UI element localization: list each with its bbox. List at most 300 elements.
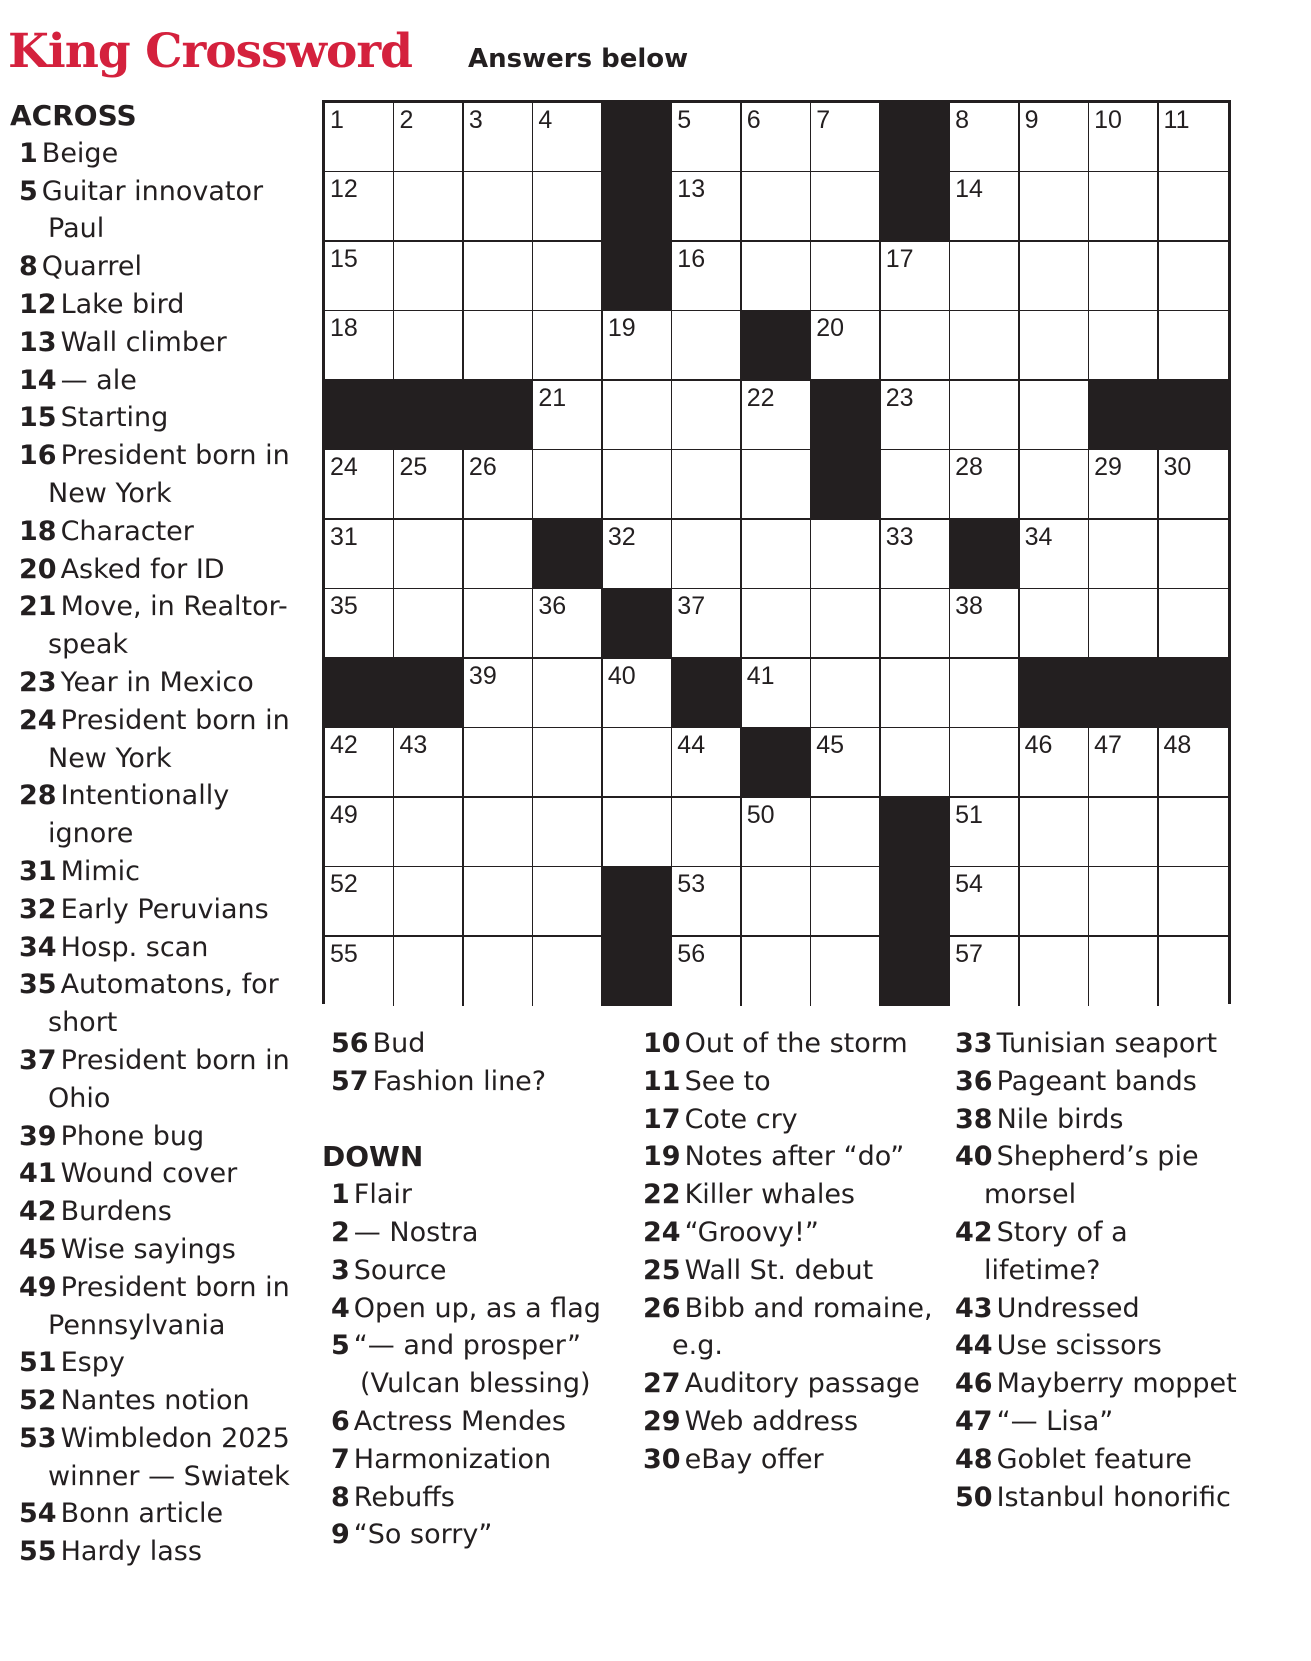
- clue[interactable]: [322, 1025, 622, 1063]
- grid-cell[interactable]: [672, 937, 742, 1007]
- grid-cell[interactable]: [950, 242, 1020, 312]
- black-square: [811, 450, 881, 520]
- black-square: [603, 103, 673, 173]
- grid-cell[interactable]: [811, 659, 881, 729]
- cell-number: 31: [330, 522, 358, 551]
- grid-cell[interactable]: [325, 589, 395, 659]
- grid-cell[interactable]: [1020, 589, 1090, 659]
- grid-cell[interactable]: [1159, 450, 1229, 520]
- grid-cell[interactable]: [950, 172, 1020, 242]
- clue-number: 56: [331, 1028, 369, 1059]
- grid-cell[interactable]: [672, 589, 742, 659]
- grid-cell[interactable]: [881, 728, 951, 798]
- clue[interactable]: [10, 1193, 300, 1231]
- clue-number: 23: [19, 666, 57, 698]
- clue[interactable]: [10, 664, 300, 702]
- grid-cell[interactable]: [394, 798, 464, 868]
- grid-cell[interactable]: [950, 450, 1020, 520]
- clue-text: Fashion line?: [372, 1065, 547, 1097]
- black-square: [950, 520, 1020, 590]
- clue[interactable]: [634, 1138, 934, 1176]
- clue-number: 50: [955, 1481, 993, 1513]
- grid-cell[interactable]: [1020, 520, 1090, 590]
- clue[interactable]: [634, 1025, 934, 1063]
- grid-cell[interactable]: [464, 867, 534, 937]
- grid-cell[interactable]: [950, 798, 1020, 868]
- grid-cell[interactable]: [394, 450, 464, 520]
- grid-cell[interactable]: [1020, 728, 1090, 798]
- clue-text: Harmonization: [353, 1443, 552, 1475]
- grid-cell[interactable]: [1089, 103, 1159, 173]
- grid-cell[interactable]: [1020, 867, 1090, 937]
- grid-cell[interactable]: [533, 867, 603, 937]
- grid-cell[interactable]: [1159, 242, 1229, 312]
- clue-number: 2: [331, 1216, 350, 1248]
- grid-cell[interactable]: [742, 520, 812, 590]
- black-square: [1159, 659, 1229, 729]
- clue-text: Actress Mendes: [353, 1405, 566, 1437]
- cell-number: 16: [677, 244, 706, 273]
- grid-cell[interactable]: [672, 450, 742, 520]
- grid-cell[interactable]: [950, 728, 1020, 798]
- clue-text: Wound cover: [60, 1158, 238, 1190]
- down-clue-list-2: [634, 1025, 934, 1479]
- clue[interactable]: [10, 1231, 300, 1269]
- cell-number: 32: [607, 522, 636, 551]
- grid-cell[interactable]: [1020, 450, 1090, 520]
- clue[interactable]: [10, 966, 300, 1042]
- clue-number: 38: [955, 1103, 993, 1135]
- clue[interactable]: [634, 1176, 934, 1214]
- black-square: [325, 381, 395, 451]
- clue[interactable]: [10, 324, 300, 362]
- grid-cell[interactable]: [742, 450, 812, 520]
- clue[interactable]: [322, 1479, 622, 1517]
- grid-cell[interactable]: [603, 311, 673, 381]
- grid-cell[interactable]: [881, 450, 951, 520]
- grid-cell[interactable]: [603, 520, 673, 590]
- grid-cell[interactable]: [325, 103, 395, 173]
- clue-number: 25: [643, 1254, 681, 1286]
- clue[interactable]: [634, 1214, 934, 1252]
- clue[interactable]: [946, 1101, 1246, 1139]
- grid-cell[interactable]: [394, 520, 464, 590]
- clue[interactable]: [946, 1138, 1246, 1214]
- grid-cell[interactable]: [1159, 937, 1229, 1007]
- clue[interactable]: [322, 1290, 622, 1328]
- grid-cell[interactable]: [1089, 867, 1159, 937]
- grid-cell[interactable]: [742, 589, 812, 659]
- grid-cell[interactable]: [950, 867, 1020, 937]
- grid-cell[interactable]: [811, 103, 881, 173]
- clue[interactable]: [946, 1403, 1246, 1441]
- black-square: [1089, 381, 1159, 451]
- grid-cell[interactable]: [811, 728, 881, 798]
- grid-cell[interactable]: [811, 589, 881, 659]
- clue[interactable]: [10, 551, 300, 589]
- clue-text: Bud: [372, 1028, 426, 1059]
- grid-cell[interactable]: [1089, 520, 1159, 590]
- grid-cell[interactable]: [603, 728, 673, 798]
- clue-text: Bibb and romaine, e.g.: [672, 1292, 933, 1362]
- grid-cell[interactable]: [533, 798, 603, 868]
- clue[interactable]: [946, 1327, 1246, 1365]
- clue[interactable]: [322, 1516, 622, 1554]
- clue-number: 9: [331, 1519, 350, 1551]
- black-square: [742, 728, 812, 798]
- grid-cell[interactable]: [1089, 450, 1159, 520]
- grid-cell[interactable]: [1159, 311, 1229, 381]
- clue[interactable]: [634, 1101, 934, 1139]
- clue-text: “Groovy!”: [684, 1216, 819, 1248]
- grid-cell[interactable]: [464, 659, 534, 729]
- grid-cell[interactable]: [811, 520, 881, 590]
- clue[interactable]: [10, 1533, 300, 1571]
- clue[interactable]: [322, 1063, 622, 1101]
- clue-number: 5: [19, 175, 38, 207]
- cell-number: 4: [538, 106, 553, 134]
- grid-cell[interactable]: [950, 311, 1020, 381]
- clue[interactable]: [10, 929, 300, 967]
- cell-number: 11: [1163, 106, 1190, 134]
- grid-cell[interactable]: [1020, 311, 1090, 381]
- grid-cell[interactable]: [394, 589, 464, 659]
- clue-number: 1: [331, 1179, 350, 1211]
- grid-cell[interactable]: [1159, 172, 1229, 242]
- cell-number: 53: [677, 870, 706, 899]
- clue[interactable]: [10, 777, 300, 853]
- clue[interactable]: [634, 1441, 934, 1479]
- grid-cell[interactable]: [742, 867, 812, 937]
- grid-cell[interactable]: [464, 242, 534, 312]
- clue-text: Beige: [41, 137, 119, 169]
- grid-cell[interactable]: [464, 728, 534, 798]
- grid-cell[interactable]: [325, 798, 395, 868]
- grid-cell[interactable]: [464, 520, 534, 590]
- grid-cell[interactable]: [603, 798, 673, 868]
- grid-cell[interactable]: [950, 937, 1020, 1007]
- clue-number: 46: [955, 1368, 993, 1400]
- grid-cell[interactable]: [672, 311, 742, 381]
- grid-cell[interactable]: [950, 589, 1020, 659]
- clue-text: Espy: [60, 1347, 125, 1379]
- grid-cell[interactable]: [533, 311, 603, 381]
- clue[interactable]: [322, 1403, 622, 1441]
- cell-number: 5: [677, 106, 692, 134]
- grid-cell[interactable]: [742, 381, 812, 451]
- grid-cell[interactable]: [881, 381, 951, 451]
- clue-text: Asked for ID: [60, 553, 225, 585]
- grid-cell[interactable]: [325, 937, 395, 1007]
- grid-cell[interactable]: [811, 867, 881, 937]
- grid-cell[interactable]: [881, 520, 951, 590]
- grid-cell[interactable]: [533, 450, 603, 520]
- clue-text: Nantes notion: [60, 1385, 250, 1417]
- grid-cell[interactable]: [811, 172, 881, 242]
- clue-number: 16: [19, 440, 57, 472]
- grid-cell[interactable]: [742, 937, 812, 1007]
- grid-cell[interactable]: [394, 937, 464, 1007]
- grid-cell[interactable]: [1020, 381, 1090, 451]
- clue[interactable]: [322, 1176, 622, 1214]
- grid-cell[interactable]: [464, 172, 534, 242]
- grid-cell[interactable]: [1020, 798, 1090, 868]
- cell-number: 54: [955, 870, 983, 899]
- grid-cell[interactable]: [1089, 937, 1159, 1007]
- grid-cell[interactable]: [464, 311, 534, 381]
- clue[interactable]: [10, 173, 300, 249]
- grid-cell[interactable]: [325, 728, 395, 798]
- grid-cell[interactable]: [672, 520, 742, 590]
- clue-number: 43: [955, 1292, 993, 1324]
- grid-cell[interactable]: [672, 103, 742, 173]
- clue[interactable]: [10, 362, 300, 400]
- clue[interactable]: [10, 853, 300, 891]
- grid-cell[interactable]: [464, 103, 534, 173]
- grid-cell[interactable]: [881, 589, 951, 659]
- clue[interactable]: [10, 399, 300, 437]
- cell-number: 9: [1024, 106, 1039, 134]
- clue[interactable]: [634, 1063, 934, 1101]
- clue-number: 5: [331, 1330, 350, 1362]
- grid-cell[interactable]: [1089, 798, 1159, 868]
- black-square: [603, 172, 673, 242]
- grid-cell[interactable]: [950, 103, 1020, 173]
- black-square: [881, 867, 951, 937]
- grid-cell[interactable]: [533, 728, 603, 798]
- grid-cell[interactable]: [394, 172, 464, 242]
- cell-number: 12: [330, 175, 358, 204]
- grid-cell[interactable]: [672, 798, 742, 868]
- grid-cell[interactable]: [464, 589, 534, 659]
- clue-text: Lake bird: [60, 288, 185, 320]
- black-square: [881, 172, 951, 242]
- clue[interactable]: [10, 1382, 300, 1420]
- grid-cell[interactable]: [533, 242, 603, 312]
- cell-number: 48: [1163, 731, 1192, 760]
- clue-number: 20: [19, 553, 57, 585]
- grid-cell[interactable]: [742, 242, 812, 312]
- grid-cell[interactable]: [881, 311, 951, 381]
- clue-text: Rebuffs: [353, 1481, 455, 1513]
- clue-number: 57: [331, 1065, 369, 1097]
- grid-cell[interactable]: [1159, 728, 1229, 798]
- down-column-3: [946, 1025, 1246, 1516]
- clue[interactable]: [322, 1214, 622, 1252]
- grid-cell[interactable]: [811, 311, 881, 381]
- clue-number: 36: [955, 1065, 993, 1097]
- black-square: [325, 659, 395, 729]
- grid-cell[interactable]: [1089, 242, 1159, 312]
- grid-cell[interactable]: [742, 103, 812, 173]
- clue[interactable]: [10, 437, 300, 513]
- grid-cell[interactable]: [325, 867, 395, 937]
- cell-number: 50: [746, 800, 775, 829]
- cell-number: 30: [1163, 453, 1192, 482]
- grid-cell[interactable]: [464, 450, 534, 520]
- grid-cell[interactable]: [1089, 728, 1159, 798]
- cell-number: 40: [607, 661, 636, 690]
- grid-cell[interactable]: [325, 450, 395, 520]
- grid-cell[interactable]: [1020, 242, 1090, 312]
- grid-cell[interactable]: [533, 103, 603, 173]
- clue-text: President born in Pennsylvania: [48, 1271, 290, 1341]
- cell-number: 26: [468, 453, 497, 482]
- cell-number: 21: [538, 383, 567, 412]
- clue-text: Early Peruvians: [60, 893, 269, 925]
- clue[interactable]: [634, 1365, 934, 1403]
- grid-cell[interactable]: [672, 242, 742, 312]
- grid-cell[interactable]: [394, 242, 464, 312]
- clue[interactable]: [946, 1441, 1246, 1479]
- grid-cell[interactable]: [533, 381, 603, 451]
- cell-number: 42: [330, 731, 358, 760]
- clue[interactable]: [10, 702, 300, 778]
- clue[interactable]: [10, 1042, 300, 1118]
- clue-number: 10: [643, 1028, 681, 1059]
- clue[interactable]: [10, 513, 300, 551]
- black-square: [533, 520, 603, 590]
- grid-cell[interactable]: [811, 937, 881, 1007]
- clue-text: Year in Mexico: [60, 666, 254, 698]
- cell-number: 51: [955, 800, 983, 829]
- across-heading: ACROSS: [10, 99, 137, 132]
- grid-cell[interactable]: [603, 659, 673, 729]
- black-square: [464, 381, 534, 451]
- clue-text: Bonn article: [60, 1498, 224, 1530]
- clue[interactable]: [322, 1252, 622, 1290]
- grid-cell[interactable]: [742, 172, 812, 242]
- grid-cell[interactable]: [811, 242, 881, 312]
- clue[interactable]: [10, 1420, 300, 1496]
- clue-text: Goblet feature: [996, 1443, 1192, 1475]
- clue[interactable]: [10, 135, 300, 173]
- clue[interactable]: [946, 1479, 1246, 1517]
- grid-cell[interactable]: [325, 520, 395, 590]
- clue[interactable]: [946, 1214, 1246, 1290]
- grid-cell[interactable]: [1020, 172, 1090, 242]
- clue-text: “So sorry”: [353, 1519, 493, 1551]
- clue[interactable]: [946, 1025, 1246, 1063]
- clue-text: Flair: [353, 1179, 412, 1211]
- grid-cell[interactable]: [742, 659, 812, 729]
- cell-number: 34: [1024, 522, 1053, 551]
- grid-cell[interactable]: [325, 172, 395, 242]
- grid-cell[interactable]: [533, 172, 603, 242]
- grid-cell[interactable]: [811, 798, 881, 868]
- grid-cell[interactable]: [1159, 589, 1229, 659]
- clue[interactable]: [634, 1403, 934, 1441]
- grid-cell[interactable]: [533, 937, 603, 1007]
- grid-cell[interactable]: [672, 867, 742, 937]
- grid-cell[interactable]: [672, 172, 742, 242]
- clue[interactable]: [10, 1155, 300, 1193]
- grid-cell[interactable]: [325, 242, 395, 312]
- clue[interactable]: [10, 891, 300, 929]
- clue-text: Auditory passage: [684, 1368, 920, 1400]
- grid-cell[interactable]: [325, 311, 395, 381]
- grid-cell[interactable]: [672, 728, 742, 798]
- clue-number: 40: [955, 1141, 993, 1173]
- black-square: [394, 659, 464, 729]
- grid-cell[interactable]: [1089, 172, 1159, 242]
- clue[interactable]: [10, 248, 300, 286]
- down-clue-list-1: [322, 1176, 622, 1554]
- clue-text: Cote cry: [684, 1103, 798, 1135]
- black-square: [742, 311, 812, 381]
- cell-number: 23: [885, 383, 914, 412]
- grid-cell[interactable]: [394, 728, 464, 798]
- clue[interactable]: [10, 588, 300, 664]
- cell-number: 24: [330, 453, 358, 482]
- grid-cell[interactable]: [742, 798, 812, 868]
- grid-cell[interactable]: [533, 659, 603, 729]
- black-square: [1089, 659, 1159, 729]
- grid-cell[interactable]: [1159, 520, 1229, 590]
- clue[interactable]: [946, 1290, 1246, 1328]
- grid-cell[interactable]: [464, 798, 534, 868]
- clue[interactable]: [10, 1344, 300, 1382]
- grid-cell[interactable]: [1159, 867, 1229, 937]
- grid-cell[interactable]: [1159, 103, 1229, 173]
- clue[interactable]: [946, 1063, 1246, 1101]
- clue-text: Mayberry moppet: [996, 1368, 1237, 1400]
- clue-text: Istanbul honorific: [996, 1481, 1231, 1513]
- clue-text: Character: [60, 515, 194, 547]
- down-column-2: [634, 1025, 934, 1479]
- clue[interactable]: [322, 1327, 622, 1403]
- crossword-grid[interactable]: [322, 100, 1231, 1004]
- grid-cell[interactable]: [1020, 103, 1090, 173]
- black-square: [881, 937, 951, 1007]
- grid-cell[interactable]: [672, 381, 742, 451]
- cell-number: 55: [330, 939, 358, 968]
- grid-cell[interactable]: [464, 937, 534, 1007]
- cell-number: 22: [746, 383, 775, 412]
- clue-text: Web address: [684, 1405, 859, 1437]
- grid-cell[interactable]: [394, 311, 464, 381]
- clue[interactable]: [634, 1252, 934, 1290]
- grid-cell[interactable]: [603, 381, 673, 451]
- clue[interactable]: [946, 1365, 1246, 1403]
- clue[interactable]: [10, 1269, 300, 1345]
- grid-cell[interactable]: [394, 867, 464, 937]
- grid-cell[interactable]: [603, 450, 673, 520]
- grid-cell[interactable]: [394, 103, 464, 173]
- clue[interactable]: [634, 1290, 934, 1366]
- grid-cell[interactable]: [533, 589, 603, 659]
- grid-cell[interactable]: [950, 381, 1020, 451]
- grid-cell[interactable]: [881, 659, 951, 729]
- clue[interactable]: [10, 286, 300, 324]
- clue[interactable]: [10, 1495, 300, 1533]
- clue[interactable]: [322, 1441, 622, 1479]
- cell-number: 39: [468, 661, 497, 690]
- clue-number: 35: [19, 969, 57, 1001]
- grid-cell[interactable]: [1159, 798, 1229, 868]
- clue[interactable]: [10, 1118, 300, 1156]
- cell-number: 35: [330, 592, 358, 621]
- grid-cell[interactable]: [950, 659, 1020, 729]
- cell-number: 18: [330, 314, 358, 343]
- down-heading: DOWN: [322, 1140, 424, 1174]
- grid-cell[interactable]: [881, 242, 951, 312]
- grid-cell[interactable]: [1020, 937, 1090, 1007]
- grid-cell[interactable]: [1089, 311, 1159, 381]
- clue-number: 26: [643, 1292, 681, 1324]
- grid-cell[interactable]: [1089, 589, 1159, 659]
- clue-number: 1: [19, 137, 38, 169]
